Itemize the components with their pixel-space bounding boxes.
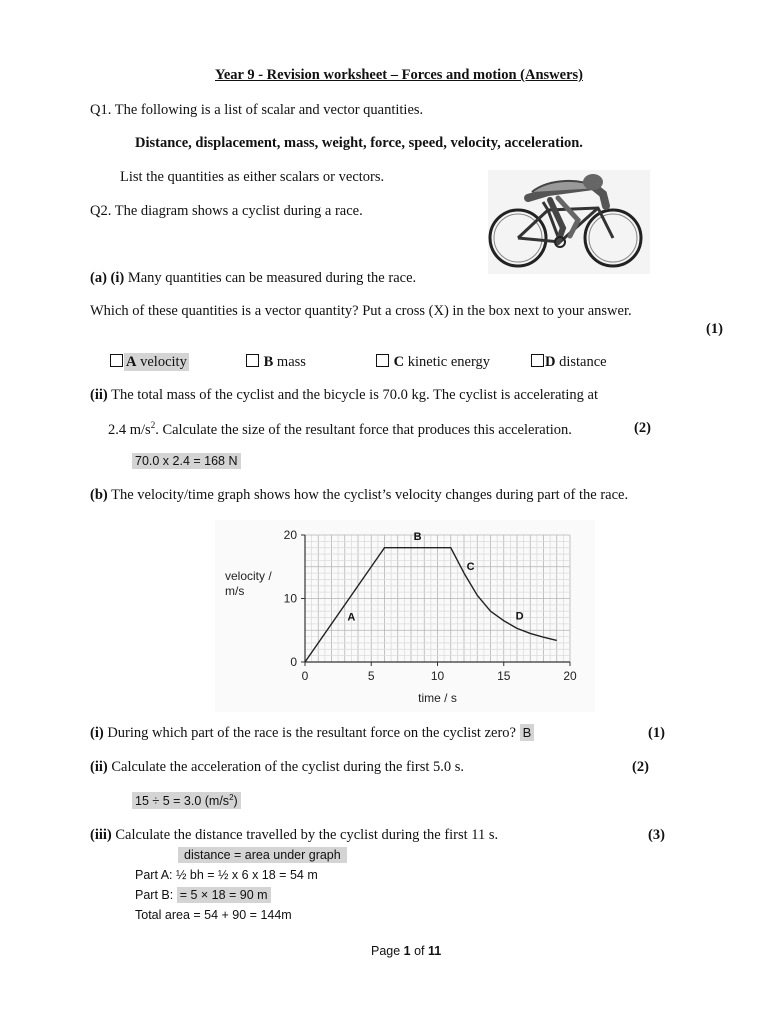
segment-label-d: D bbox=[515, 610, 524, 623]
q2bii-label: (ii) bbox=[90, 759, 108, 775]
option-a-checkbox[interactable] bbox=[110, 354, 123, 367]
q2aii-value: 2.4 m/s bbox=[108, 421, 151, 438]
x-tick-label: 15 bbox=[497, 669, 511, 683]
option-a-letter: A bbox=[126, 354, 137, 370]
q1-instruction: List the quantities as either scalars or vectors. bbox=[120, 169, 385, 185]
part-b-label: Part B: bbox=[135, 888, 177, 902]
q2bii-prompt bbox=[90, 759, 464, 776]
x-tick-label: 5 bbox=[367, 669, 375, 683]
q2aii-text2: . Calculate the size of the resultant force that produces this acceleration. bbox=[155, 421, 572, 438]
option-b-checkbox[interactable] bbox=[246, 354, 259, 367]
part-b-answer: = 5 × 18 = 90 m bbox=[177, 887, 271, 903]
option-c-letter: C bbox=[393, 354, 405, 370]
q2a-prompt bbox=[90, 270, 416, 287]
y-tick-label: 20 bbox=[283, 528, 297, 542]
x-tick-label: 20 bbox=[563, 669, 577, 683]
velocity-time-graph bbox=[215, 520, 595, 712]
q2bii-answer-text: 15 ÷ 5 = 3.0 (m/s bbox=[135, 794, 230, 809]
segment-label-a: A bbox=[347, 611, 356, 624]
q2bi-text: During which part of the race is the resultant force on the cyclist zero? bbox=[103, 725, 520, 741]
q2aii-prompt-2 bbox=[108, 420, 572, 439]
q2aii-answer: 70.0 x 2.4 = 168 N bbox=[132, 453, 241, 469]
total-area: Total area = 54 + 90 = 144m bbox=[135, 908, 292, 922]
q2b-label: (b) bbox=[90, 487, 108, 503]
q2a-label: (a) (i) bbox=[90, 270, 125, 286]
y-tick-label: 0 bbox=[290, 655, 297, 669]
option-d-checkbox[interactable] bbox=[531, 354, 544, 367]
option-a[interactable] bbox=[110, 354, 189, 371]
q2biii-label: (iii) bbox=[90, 827, 112, 843]
page-footer bbox=[371, 944, 441, 958]
q2a-text: Many quantities can be measured during the race. bbox=[124, 270, 417, 286]
footer-of: of bbox=[410, 944, 428, 958]
option-a-label bbox=[124, 353, 189, 371]
q2aii-prompt bbox=[90, 387, 598, 404]
q2b-prompt bbox=[90, 487, 628, 504]
q2-prompt bbox=[90, 203, 363, 220]
page-title: Year 9 - Revision worksheet – Forces and motion (Answers) bbox=[215, 67, 583, 83]
q2bii-answer-close: ) bbox=[233, 794, 238, 809]
y-tick-label: 10 bbox=[283, 591, 297, 606]
q2biii-text: Calculate the distance travelled by the cyclist during the first 11 s. bbox=[111, 827, 499, 843]
option-c[interactable] bbox=[376, 354, 490, 371]
option-d-text: distance bbox=[555, 354, 607, 370]
q2a-marks: (1) bbox=[706, 321, 723, 337]
q2-text: The diagram shows a cyclist during a race. bbox=[111, 203, 363, 219]
footer-page-word: Page bbox=[371, 944, 404, 958]
segment-label-c: C bbox=[466, 560, 475, 573]
y-axis-label-line1: velocity / bbox=[225, 569, 272, 583]
q1-text: The following is a list of scalar and vector quantities. bbox=[111, 102, 424, 118]
q2bi-label: (i) bbox=[90, 725, 104, 741]
q2aii-marks: (2) bbox=[634, 420, 651, 436]
q2bi-marks: (1) bbox=[648, 725, 665, 741]
q2bii-text: Calculate the acceleration of the cyclist during the first 5.0 s. bbox=[107, 759, 465, 775]
q2bii-marks: (2) bbox=[632, 759, 649, 775]
q2biii-answer-title: distance = area under graph bbox=[178, 847, 347, 863]
option-c-checkbox[interactable] bbox=[376, 354, 389, 367]
x-axis-label: time / s bbox=[418, 691, 457, 705]
q2b-text: The velocity/time graph shows how the cyclist’s velocity changes during part of the race. bbox=[107, 487, 629, 503]
part-a-working: Part A: ½ bh = ½ x 6 x 18 = 54 m bbox=[135, 868, 318, 882]
q2biii-prompt bbox=[90, 827, 498, 844]
q2bi-prompt bbox=[90, 725, 534, 742]
footer-page-number: 1 bbox=[403, 944, 411, 958]
option-a-text: velocity bbox=[136, 354, 187, 370]
option-c-text: kinetic energy bbox=[404, 354, 491, 370]
q2bii-answer bbox=[132, 792, 241, 809]
q1-quantities: Distance, displacement, mass, weight, force, speed, velocity, acceleration. bbox=[135, 135, 583, 151]
part-b-working bbox=[135, 888, 271, 902]
q2aii-label: (ii) bbox=[90, 387, 108, 403]
option-b-text: mass bbox=[273, 354, 306, 370]
option-d-letter: D bbox=[545, 354, 556, 370]
x-tick-label: 10 bbox=[430, 669, 445, 683]
option-b[interactable] bbox=[246, 354, 306, 371]
q2-label: Q2. bbox=[90, 203, 112, 219]
footer-total-pages: 11 bbox=[428, 944, 442, 958]
q2a-question: Which of these quantities is a vector quantity? Put a cross (X) in the box next to your answer. bbox=[90, 303, 632, 319]
segment-label-b: B bbox=[413, 531, 422, 544]
q1-label: Q1. bbox=[90, 102, 112, 118]
cyclist-illustration bbox=[488, 170, 650, 274]
q2aii-text: The total mass of the cyclist and the bicycle is 70.0 kg. The cyclist is accelerating at bbox=[107, 387, 599, 403]
q1-prompt bbox=[90, 102, 423, 119]
q2aii-sup: 2 bbox=[150, 420, 156, 430]
option-b-letter: B bbox=[263, 354, 274, 370]
q2biii-marks: (3) bbox=[648, 827, 665, 843]
y-axis-label-line2: m/s bbox=[225, 584, 245, 598]
option-d[interactable] bbox=[531, 354, 607, 371]
q2bii-answer-sup: 2 bbox=[229, 793, 234, 802]
q2bi-answer: B bbox=[520, 724, 535, 741]
x-tick-label: 0 bbox=[301, 669, 309, 683]
